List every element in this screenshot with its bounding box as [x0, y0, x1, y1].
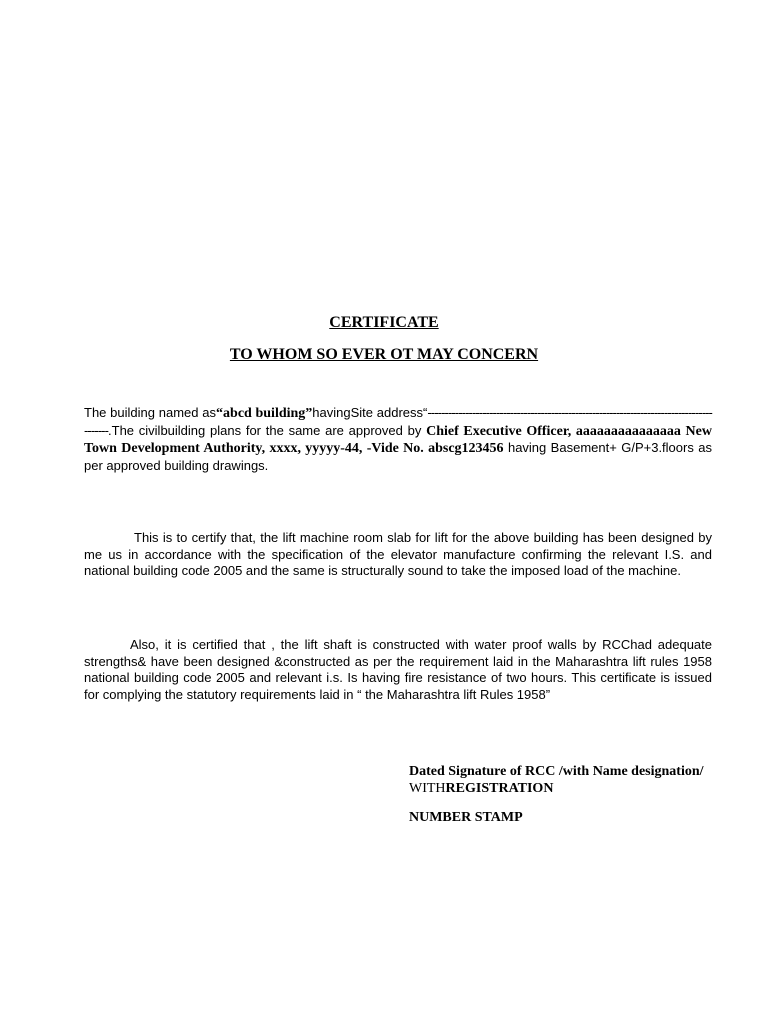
certificate-title: CERTIFICATE	[329, 314, 439, 331]
paragraph-lift-shaft: Also, it is certified that , the lift shaft is constructed with water proof walls by RCChad adequate strengths& have been designed &constructed as per the requirement laid in the Maharashtra lift rules 1958 national building code 2005 and relevant i.s. Is having fire resistance of two hours. This certificate is issued for complying the statutory requirements laid in “ the Maharashtra lift Rules 1958”	[84, 637, 712, 702]
p1-text-2: havingSite address“	[312, 405, 428, 420]
signature-line-1: Dated Signature of RCC /with Name designation/	[409, 764, 704, 779]
paragraph-building-details	[84, 405, 712, 474]
stamp-label: NUMBER STAMP	[409, 810, 523, 825]
p1-text-1: The building named as	[84, 405, 217, 420]
p1-authority: Chief Executive Officer, aaaaaaaaaaaaaaa New Town Development Authority, xxxx, yyyyy-44, -Vide No. abscg123456	[84, 423, 712, 456]
p1-address-dashes: ------------------------------------------------------------------------------------------	[84, 405, 712, 438]
certificate-subtitle: TO WHOM SO EVER OT MAY CONCERN	[229, 346, 539, 363]
signature-block	[409, 763, 729, 797]
paragraph-certification: This is to certify that, the lift machine room slab for lift for the above building has been designed by me us in accordance with the specification of the elevator manufacture confirming the relevant I.S. and national building code 2005 and the same is structurally sound to take the imposed load of the machine.	[84, 530, 712, 578]
p1-text-4: having Basement+ G/P+3.floors as per approved building drawings.	[84, 440, 712, 473]
signature-with: WITH	[409, 781, 446, 796]
signature-registration: REGISTRATION	[445, 781, 554, 796]
p1-text-3: .The civilbuilding plans for the same are approved by	[108, 422, 427, 438]
p1-building-name: “abcd building”	[216, 406, 313, 421]
